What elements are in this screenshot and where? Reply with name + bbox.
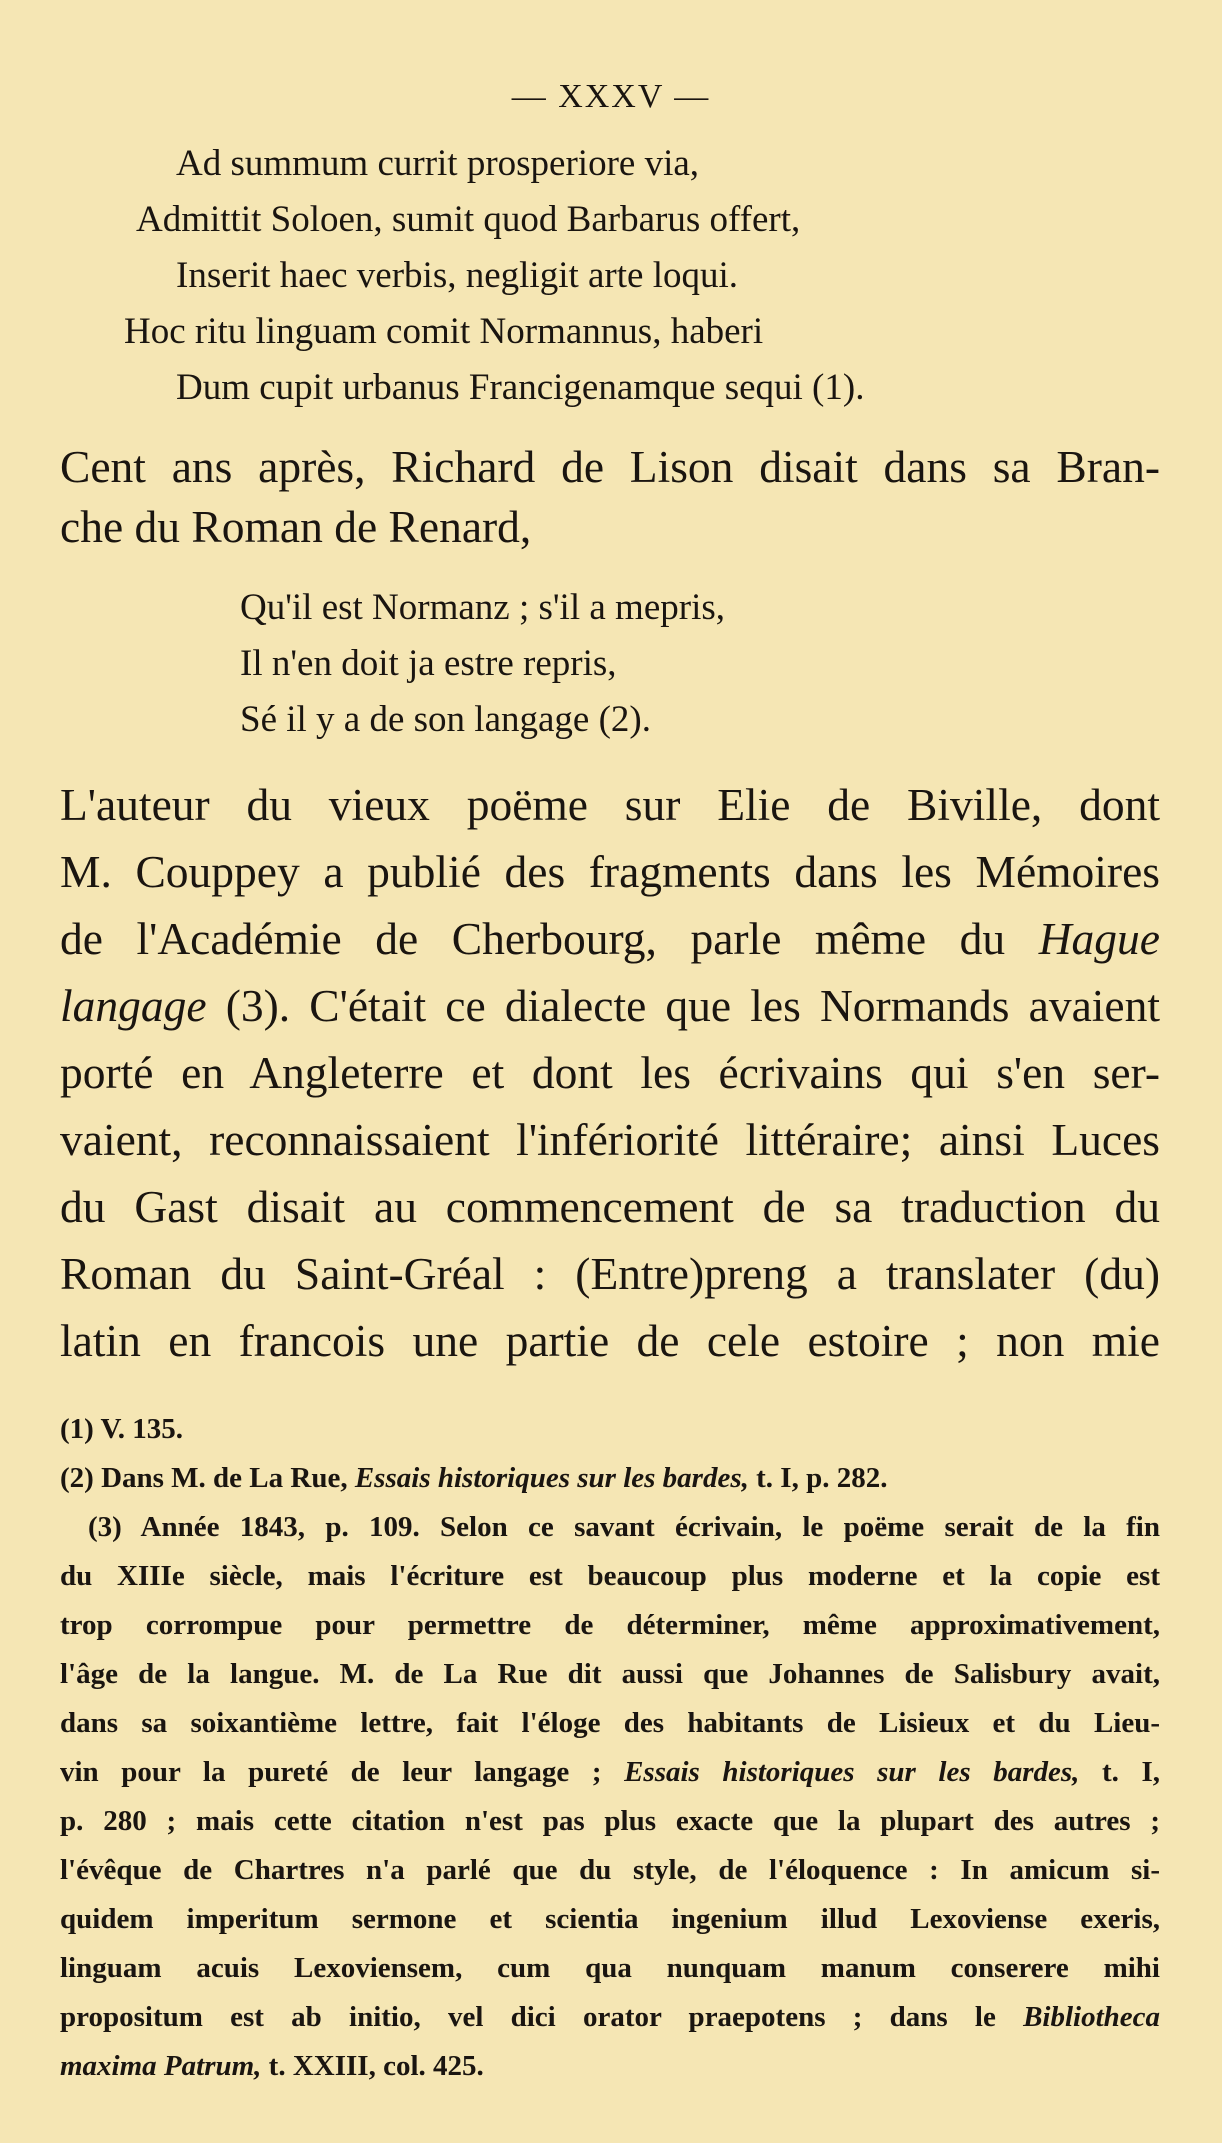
verse-line: Il n'en doit ja estre repris, [240, 643, 617, 684]
paragraph-line: Cent ans après, Richard de Lison disait dans sa Bran- [60, 441, 1160, 492]
paragraph-line: M. Couppey a publié des fragments dans les Mémoires [60, 846, 1160, 897]
verse-line: Admittit Soloen, sumit quod Barbarus offert, [136, 199, 801, 240]
paragraph-line: latin en francois une partie de cele estoire ; non mie [60, 1315, 1160, 1366]
verse-line: Ad summum currit prosperiore via, [176, 143, 700, 184]
footnote-3-line: maxima Patrum, t. XXIII, col. 425. [60, 2050, 484, 2082]
verse-line: Sé il y a de son langage (2). [240, 699, 651, 740]
footnote-3-line: quidem imperitum sermone et scientia ingenium illud Lexoviense exeris, [60, 1903, 1160, 1935]
footnote-3-line: p. 280 ; mais cette citation n'est pas plus exacte que la plupart des autres ; [60, 1805, 1160, 1837]
verse-line: Inserit haec verbis, negligit arte loqui. [176, 255, 739, 296]
footnote-2: (2) Dans M. de La Rue, Essais historiques sur les bardes, t. I, p. 282. [60, 1462, 888, 1494]
footnote-3-line: propositum est ab initio, vel dici orator praepotens ; dans le Bibliotheca [60, 2001, 1161, 2033]
paragraph-line: vaient, reconnaissaient l'infériorité littéraire; ainsi Luces [60, 1114, 1160, 1165]
footnote-3-line: dans sa soixantième lettre, fait l'éloge des habitants de Lisieux et du Lieu- [60, 1707, 1160, 1739]
paragraph-line: Roman du Saint-Gréal : (Entre)preng a translater (du) [60, 1248, 1160, 1299]
footnote-3-line: du XIIIe siècle, mais l'écriture est beaucoup plus moderne et la copie est [60, 1560, 1160, 1592]
footnote-3-line: vin pour la pureté de leur langage ; Essais historiques sur les bardes, t. I, [60, 1756, 1161, 1788]
footnote-3-line: linguam acuis Lexoviensem, cum qua nunquam manum conserere mihi [60, 1952, 1160, 1984]
paragraph-line: che du Roman de Renard, [60, 501, 532, 552]
verse-line: Qu'il est Normanz ; s'il a mepris, [240, 587, 725, 628]
verse-line: Hoc ritu linguam comit Normannus, haberi [124, 311, 764, 352]
paragraph-line: du Gast disait au commencement de sa traduction du [60, 1181, 1160, 1232]
footnote-3-line: l'âge de la langue. M. de La Rue dit aussi que Johannes de Salisbury avait, [60, 1658, 1160, 1690]
footnote-3-line: trop corrompue pour permettre de déterminer, même approximativement, [60, 1609, 1160, 1641]
paragraph-line: porté en Angleterre et dont les écrivains qui s'en ser- [60, 1047, 1160, 1098]
footnote-3-line: l'évêque de Chartres n'a parlé que du style, de l'éloquence : In amicum si- [60, 1854, 1160, 1886]
paragraph-line: de l'Académie de Cherbourg, parle même du Hague [60, 913, 1160, 964]
paragraph-line: L'auteur du vieux poëme sur Elie de Biville, dont [60, 779, 1160, 830]
paragraph-line: langage (3). C'était ce dialecte que les Normands avaient [60, 980, 1160, 1031]
page-number: — XXXV — [511, 78, 711, 115]
footnote-3-line: (3) Année 1843, p. 109. Selon ce savant écrivain, le poëme serait de la fin [88, 1511, 1160, 1543]
verse-line: Dum cupit urbanus Francigenamque sequi (1). [176, 367, 865, 408]
footnote-1: (1) V. 135. [60, 1413, 183, 1445]
